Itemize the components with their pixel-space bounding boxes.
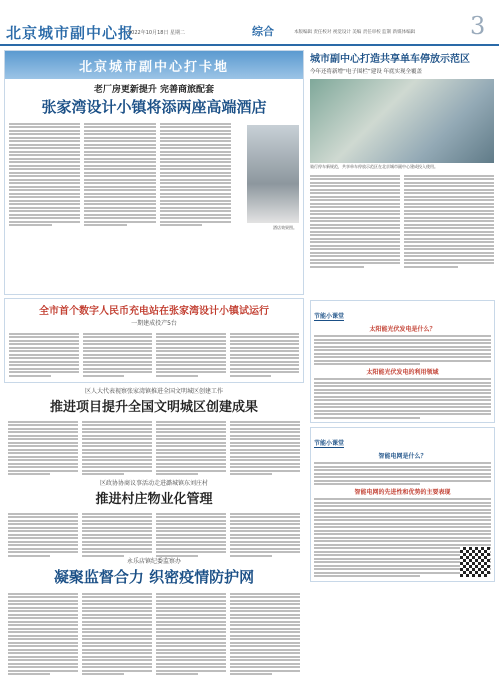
issue-date: 2022年10月18日 星期二 <box>128 30 186 36</box>
qr-code-icon <box>460 547 490 577</box>
supervision-kicker: 永乐店镇纪委监察办 <box>126 558 181 565</box>
tips-tag: 节能小课堂 <box>314 313 345 320</box>
bike-parking-photo <box>310 79 494 163</box>
lead-story <box>4 50 304 295</box>
supervision-body <box>4 587 304 681</box>
civilization-kicker: 区人大代表视察张家湾镇推进全国文明城区创建工作 <box>84 388 223 395</box>
digital-rmb-headline: 全市首个数字人民币充电站在张家湾设计小镇试运行 <box>39 306 269 317</box>
village-property-story <box>4 478 304 554</box>
bike-photo-caption: 骑行停车新规范，共享单车停放示范区在北京城市副中心建成投入使用。 <box>310 164 438 169</box>
newspaper-logo: 北京城市副中心报 <box>6 24 135 42</box>
solar-tips-box <box>310 300 495 423</box>
bike-parking-story <box>310 50 494 269</box>
civilization-story <box>4 386 304 476</box>
banner-text: 北京城市副中心打卡地 <box>78 59 229 75</box>
page-number: 3 <box>470 12 486 40</box>
smart-grid-advantages-heading: 智能电网的先进性和优势的主要表现 <box>354 489 451 496</box>
hotel-rendering-photo <box>247 125 299 223</box>
editor-credits: 本版编辑 责任校对 视觉设计 美编 责任审校 监制 新媒体编辑 <box>294 30 416 35</box>
civilization-headline: 推进项目提升全国文明城区创建成果 <box>49 400 258 415</box>
bike-story-subtitle: 今年还将新增“电子围栏”建设 年底实现全覆盖 <box>310 69 422 75</box>
lead-headline: 张家湾设计小镇将添两座高端酒店 <box>41 98 267 116</box>
lead-banner <box>5 51 303 79</box>
tips-tag: 节能小课堂 <box>314 440 345 447</box>
smart-grid-box <box>310 427 495 582</box>
village-body <box>4 507 304 562</box>
village-kicker: 区政协协商议事活动走进潞城镇东刘庄村 <box>99 480 208 487</box>
epidemic-supervision-story <box>4 556 304 680</box>
photo-caption: 酒店效果图。 <box>273 225 297 230</box>
digital-rmb-story <box>4 298 304 383</box>
energy-tips-sidebar <box>310 300 495 586</box>
masthead <box>0 0 499 46</box>
supervision-headline: 凝聚监督合力 织密疫情防护网 <box>53 568 255 586</box>
smart-grid-question: 智能电网是什么？ <box>378 453 427 460</box>
bike-story-body <box>310 173 494 269</box>
solar-fields-heading: 太阳能光伏发电的利用领域 <box>366 369 439 376</box>
lead-kicker: 老厂房更新提升 完善商旅配套 <box>93 85 215 95</box>
section-title: 综合 <box>252 25 274 38</box>
civilization-body <box>4 415 304 481</box>
solar-question: 太阳能光伏发电是什么？ <box>369 326 436 333</box>
village-headline: 推进村庄物业化管理 <box>95 492 213 507</box>
digital-rmb-subtitle: 一期建成投产5台 <box>131 320 177 327</box>
digital-rmb-body <box>5 327 303 382</box>
bike-story-headline: 城市副中心打造共享单车停放示范区 <box>310 54 470 65</box>
